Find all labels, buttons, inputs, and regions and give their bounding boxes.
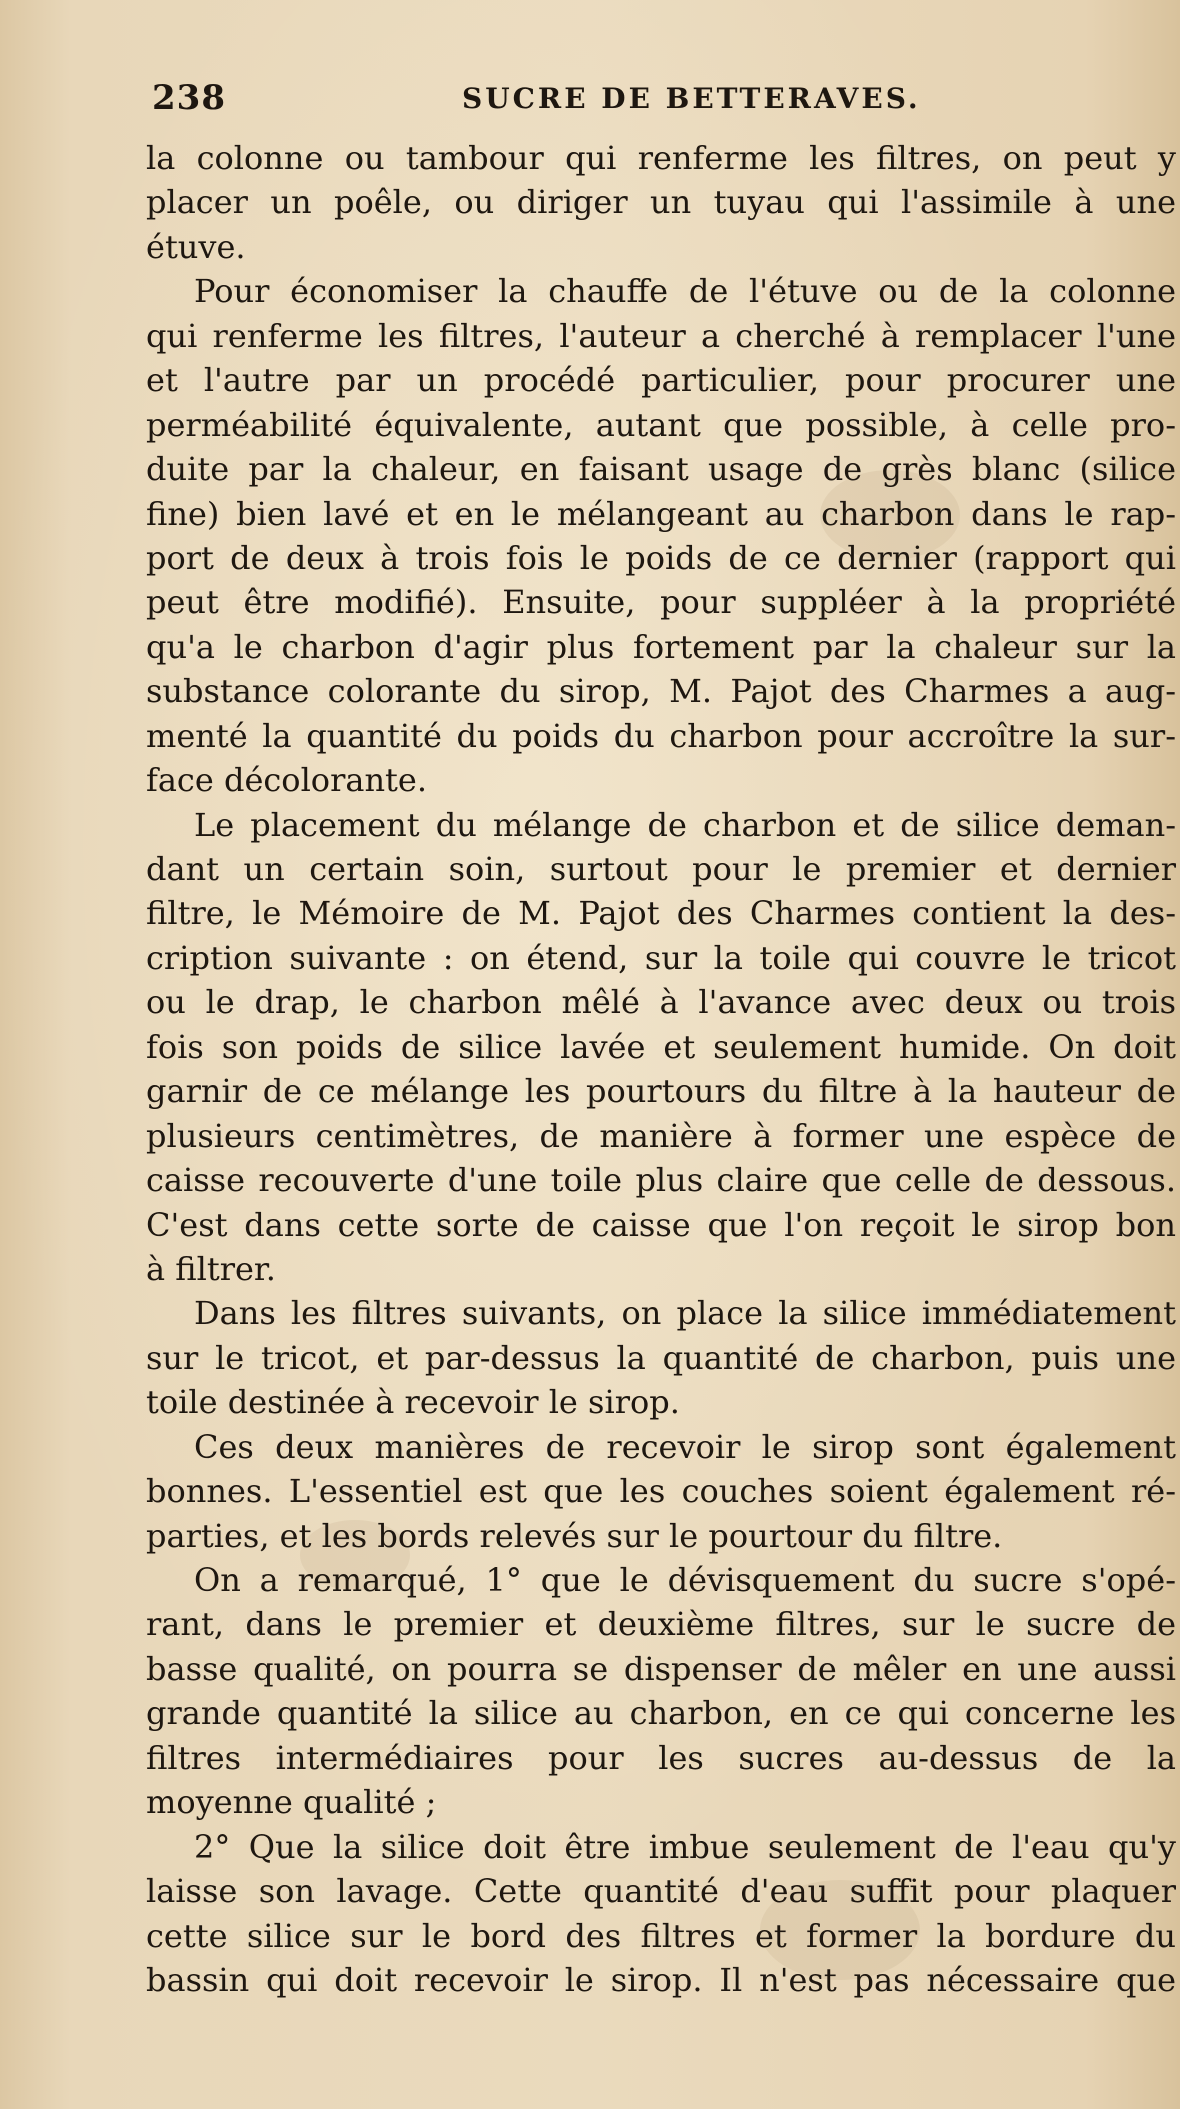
text-line: parties, et les bords relevés sur le pourtour du filtre. — [146, 1516, 1003, 1555]
text-line: basse qualité, on pourra se dispenser de mêler en une aussi — [146, 1649, 1176, 1688]
text-line: qui renferme les filtres, l'auteur a cherché à remplacer l'une — [146, 316, 1176, 355]
running-title: SUCRE DE BETTERAVES. — [462, 82, 921, 115]
text-line: laisse son lavage. Cette quantité d'eau suffit pour plaquer — [146, 1872, 1176, 1911]
text-line: face décolorante. — [146, 761, 428, 800]
text-line: toile destinée à recevoir le sirop. — [146, 1383, 680, 1422]
text-line: dant un certain soin, surtout pour le premier et dernier — [146, 850, 1176, 888]
text-line: bonnes. L'essentiel est que les couches soient également ré- — [146, 1472, 1176, 1511]
text-line: caisse recouverte d'une toile plus claire que celle de dessous. — [146, 1161, 1176, 1200]
text-line: Le placement du mélange de charbon et de silice deman- — [194, 805, 1176, 844]
text-line: et l'autre par un procédé particulier, pour procurer une — [146, 361, 1176, 400]
text-line: filtres intermédiaires pour les sucres au-dessus de la — [146, 1738, 1176, 1777]
text-line: menté la quantité du poids du charbon pour accroître la sur- — [146, 716, 1176, 755]
body-text — [146, 136, 1176, 2002]
text-line: cription suivante : on étend, sur la toile qui couvre le tricot — [146, 938, 1176, 977]
text-line: fois son poids de silice lavée et seulement humide. On doit — [146, 1027, 1176, 1066]
text-line: On a remarqué, 1° que le dévisquement du sucre s'opé- — [194, 1561, 1176, 1599]
text-line: la colonne ou tambour qui renferme les filtres, on peut y — [146, 139, 1176, 177]
text-line: grande quantité la silice au charbon, en ce qui concerne les — [146, 1694, 1176, 1733]
text-line: placer un poêle, ou diriger un tuyau qui l'assimile à une — [146, 183, 1176, 222]
text-line: ou le drap, le charbon mêlé à l'avance avec deux ou trois — [146, 983, 1176, 1022]
page-number: 238 — [152, 78, 226, 118]
text-line: port de deux à trois fois le poids de ce dernier (rapport qui — [146, 538, 1176, 577]
text-line: cette silice sur le bord des filtres et former la bordure du — [146, 1916, 1176, 1955]
text-line: substance colorante du sirop, M. Pajot des Charmes a aug- — [146, 672, 1176, 711]
text-line: 2° Que la silice doit être imbue seulement de l'eau qu'y — [194, 1827, 1176, 1866]
page-header — [152, 78, 1042, 126]
text-line: étuve. — [146, 227, 246, 266]
text-line: sur le tricot, et par-dessus la quantité de charbon, puis une — [146, 1338, 1176, 1377]
text-line: Ces deux manières de recevoir le sirop sont également — [194, 1427, 1176, 1466]
text-line: peut être modifié). Ensuite, pour suppléer à la propriété — [146, 583, 1176, 622]
text-line: perméabilité équivalente, autant que possible, à celle pro- — [146, 405, 1176, 444]
text-line: duite par la chaleur, en faisant usage de grès blanc (silice — [146, 450, 1176, 489]
text-line: Pour économiser la chauffe de l'étuve ou de la colonne — [194, 272, 1176, 311]
text-line: filtre, le Mémoire de M. Pajot des Charmes contient la des- — [146, 894, 1176, 933]
text-line: moyenne qualité ; — [146, 1783, 437, 1822]
text-line: qu'a le charbon d'agir plus fortement par la chaleur sur la — [146, 627, 1176, 666]
text-line: garnir de ce mélange les pourtours du filtre à la hauteur de — [146, 1072, 1176, 1111]
text-line: rant, dans le premier et deuxième filtres, sur le sucre de — [146, 1605, 1176, 1644]
text-line: Dans les filtres suivants, on place la silice immédiatement — [194, 1294, 1176, 1333]
text-line: fine) bien lavé et en le mélangeant au charbon dans le rap- — [146, 494, 1176, 533]
text-line: à filtrer. — [146, 1249, 276, 1288]
text-line: C'est dans cette sorte de caisse que l'on reçoit le sirop bon — [146, 1205, 1176, 1244]
text-line: bassin qui doit recevoir le sirop. Il n'est pas nécessaire que — [146, 1960, 1176, 1999]
text-line: plusieurs centimètres, de manière à former une espèce de — [146, 1116, 1176, 1155]
